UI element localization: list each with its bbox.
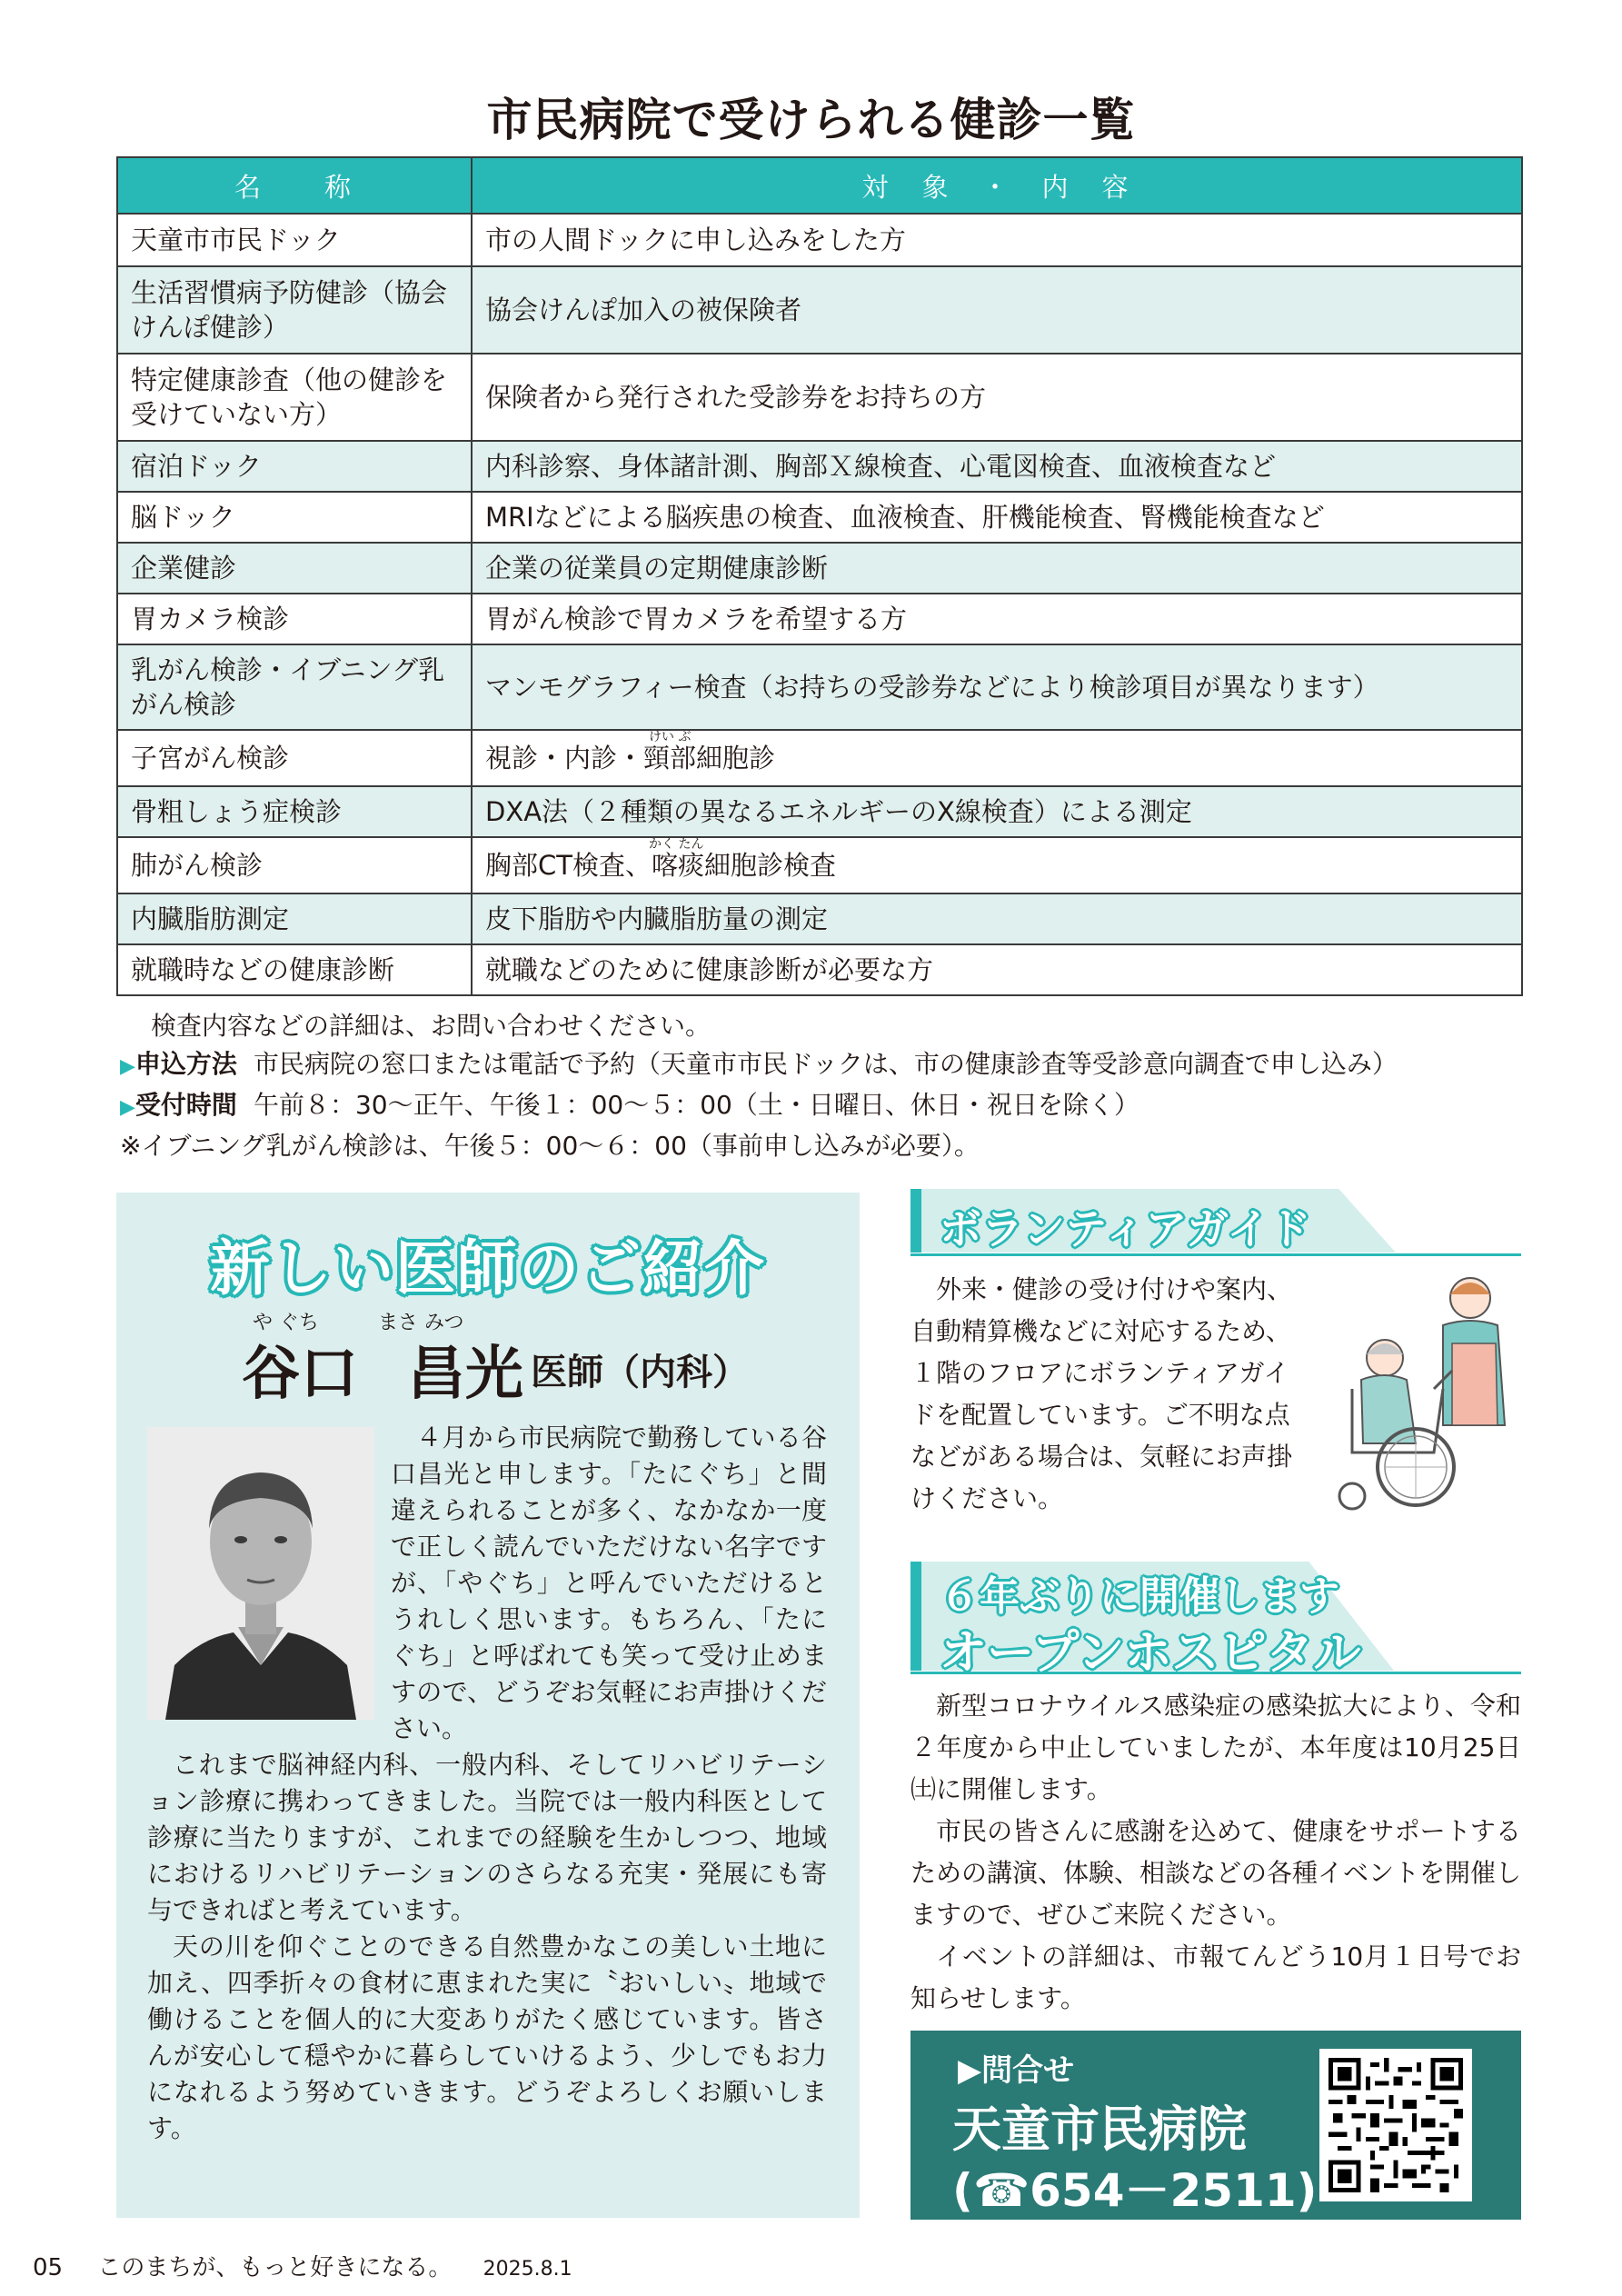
table-cell: 肺がん検診	[117, 837, 472, 893]
table-cell: DXA法（２種類の異なるエネルギーのX線検査）による測定	[472, 786, 1522, 837]
table-row	[117, 492, 1522, 543]
phone-number[interactable]: (☎654－2511)	[952, 2164, 1318, 2217]
paragraph: 新型コロナウイルス感染症の感染拡大により、令和２年度から中止していましたが、本年度は10月25日㈯に開催します。	[911, 1691, 1521, 1804]
ruby-text: けい ぶ	[649, 730, 692, 744]
table-cell: 骨粗しょう症検診	[117, 786, 472, 837]
paragraph: これまで脳神経内科、一般内科、そしてリハビリテーション診療に携わってきました。当院では一般内科医として診療に当たりますが、これまでの経験を生かしつつ、地域におけるリハビリテーションのさらなる充実・発展にも寄与できればと考えています。	[147, 1750, 827, 1925]
table-cell: 特定健康診査（他の健診を受けていない方）	[117, 354, 472, 441]
column-header-name: 名 称	[117, 157, 472, 214]
table-cell: 内臓脂肪測定	[117, 893, 472, 944]
paragraph: 外来・健診の受け付けや案内、自動精算機などに対応するため、１階のフロアにボランティアガイドを配置しています。ご不明な点などがある場合は、気軽にお声掛けください。	[911, 1274, 1293, 1513]
section-heading-line1: ６年ぶりに開催します	[940, 1573, 1339, 1620]
section-heading-line2: オープンホスピタル	[940, 1626, 1361, 1681]
triangle-bullet-icon: ▶	[120, 1055, 135, 1078]
table-row	[117, 354, 1522, 441]
note-apply	[120, 1045, 1537, 1086]
note-label: 申込方法	[134, 1049, 237, 1079]
hospital-name: 天童市民病院	[952, 2101, 1247, 2158]
triangle-bullet-icon: ▶	[120, 1096, 135, 1119]
contact-label: ▶問合せ	[958, 2052, 1075, 2089]
table-row	[117, 786, 1522, 837]
note-line: 検査内容などの詳細は、お問い合わせください。	[151, 1011, 711, 1041]
open-hospital-heading	[911, 1562, 1521, 1681]
table-cell-text: 視診・内診・頸部細胞診	[485, 743, 776, 774]
table-row	[117, 266, 1522, 354]
table-cell: マンモグラフィー検査（お持ちの受診券などにより検診項目が異なります）	[472, 644, 1522, 730]
table-row	[117, 214, 1522, 266]
table-cell	[472, 837, 1522, 893]
table-cell-text: 胸部CT検査、喀痰細胞診検査	[485, 850, 836, 881]
table-row	[117, 893, 1522, 944]
table-cell: 天童市市民ドック	[117, 214, 472, 266]
contact-box	[911, 2031, 1521, 2220]
doctor-given-name: 昌光	[407, 1341, 523, 1408]
table-row	[117, 441, 1522, 492]
wheelchair-illustration	[1316, 1271, 1534, 1516]
note-text: 市民病院の窓口または電話で予約（天童市市民ドックは、市の健康診査等受診意向調査で申し込み）	[253, 1049, 1398, 1079]
table-cell: 協会けんぽ加入の被保険者	[472, 266, 1522, 354]
table-row	[117, 837, 1522, 893]
footer	[33, 2249, 572, 2282]
table-cell: 企業健診	[117, 543, 472, 594]
page-number: 05	[33, 2254, 64, 2281]
open-hospital-text	[911, 1685, 1521, 2020]
paragraph: ４月から市民病院で勤務している谷口昌光と申します。「たにぐち」と間違えられることが多く、なかなか一度で正しく読んでいただけない名字ですが、「やぐち」と呼んでいただけるとうれしく思います。もちろん、「たにぐち」と呼ばれても笑って受け止めますので、どうぞお気軽にお声掛けください。	[391, 1423, 827, 1743]
table-cell: 保険者から発行された受診券をお持ちの方	[472, 354, 1522, 441]
table-row	[117, 594, 1522, 644]
table-cell: 皮下脂肪や内臓脂肪量の測定	[472, 893, 1522, 944]
new-doctor-section	[116, 1193, 860, 2218]
table-cell: 子宮がん検診	[117, 730, 472, 786]
table-cell: 就職時などの健康診断	[117, 944, 472, 995]
table-row	[117, 944, 1522, 995]
note-label: 受付時間	[134, 1090, 237, 1120]
table-cell	[472, 730, 1522, 786]
volunteer-text	[911, 1269, 1310, 1520]
qr-code-icon[interactable]	[1319, 2049, 1472, 2201]
table-row	[117, 543, 1522, 594]
section-heading: 新しい医師のご紹介	[210, 1233, 766, 1303]
column-header-content: 対 象 ・ 内 容	[472, 157, 1522, 214]
table-cell: 就職などのために健康診断が必要な方	[472, 944, 1522, 995]
ruby-text: まさ みつ	[378, 1312, 464, 1334]
table-row	[117, 644, 1522, 730]
exam-table	[116, 156, 1523, 996]
notes	[120, 1007, 1537, 1165]
paragraph: 天の川を仰ぐことのできる自然豊かなこの美しい土地に加え、四季折々の食材に恵まれた実に〝おいしい〟地域で働けることを個人的に大変ありがたく感じています。皆さんが安心して穏やかに暮らしていけるよう、少しでもお力になれるよう努めていきます。どうぞよろしくお願いします。	[147, 1932, 827, 2143]
table-cell: 宿泊ドック	[117, 441, 472, 492]
doctor-title: 医師（内科）	[531, 1352, 749, 1393]
ruby-text: や ぐち	[253, 1312, 319, 1334]
note-hours	[120, 1086, 1537, 1127]
table-cell: 内科診察、身体諸計測、胸部Ｘ線検査、心電図検査、血液検査など	[472, 441, 1522, 492]
table-cell: 企業の従業員の定期健康診断	[472, 543, 1522, 594]
table-row	[117, 730, 1522, 786]
table-cell: MRIなどによる脳疾患の検査、血液検査、肝機能検査、腎機能検査など	[472, 492, 1522, 543]
ruby-text: かく たん	[649, 837, 704, 852]
paragraph: イベントの詳細は、市報てんどう10月１日号でお知らせします。	[911, 1942, 1521, 2013]
table-cell: 生活習慣病予防健診（協会けんぽ健診）	[117, 266, 472, 354]
section-heading: ボランティアガイド	[940, 1204, 1311, 1253]
table-cell: 乳がん検診・イブニング乳がん検診	[117, 644, 472, 730]
table-cell: 市の人間ドックに申し込みをした方	[472, 214, 1522, 266]
table-cell: 脳ドック	[117, 492, 472, 543]
table-header-row	[117, 157, 1522, 214]
table-cell: 胃カメラ検診	[117, 594, 472, 644]
page-title: 市民病院で受けられる健診一覧	[486, 94, 1136, 146]
paragraph: 市民の皆さんに感謝を込めて、健康をサポートするための講演、体験、相談などの各種イベントを開催しますので、ぜひご来院ください。	[911, 1816, 1522, 1930]
note-evening: ※イブニング乳がん検診は、午後５：00～６：00（事前申し込みが必要）。	[120, 1131, 980, 1161]
doctor-introduction	[147, 1420, 827, 2147]
footer-slogan: このまちが、もっと好きになる。	[97, 2254, 453, 2281]
note-text: 午前８：30～正午、午後１：00～５：00（土・日曜日、休日・祝日を除く）	[253, 1090, 1139, 1120]
doctor-surname: 谷口	[242, 1341, 358, 1408]
volunteer-heading	[911, 1189, 1521, 1253]
table-cell: 胃がん検診で胃カメラを希望する方	[472, 594, 1522, 644]
issue-date: 2025.8.1	[483, 2258, 572, 2281]
